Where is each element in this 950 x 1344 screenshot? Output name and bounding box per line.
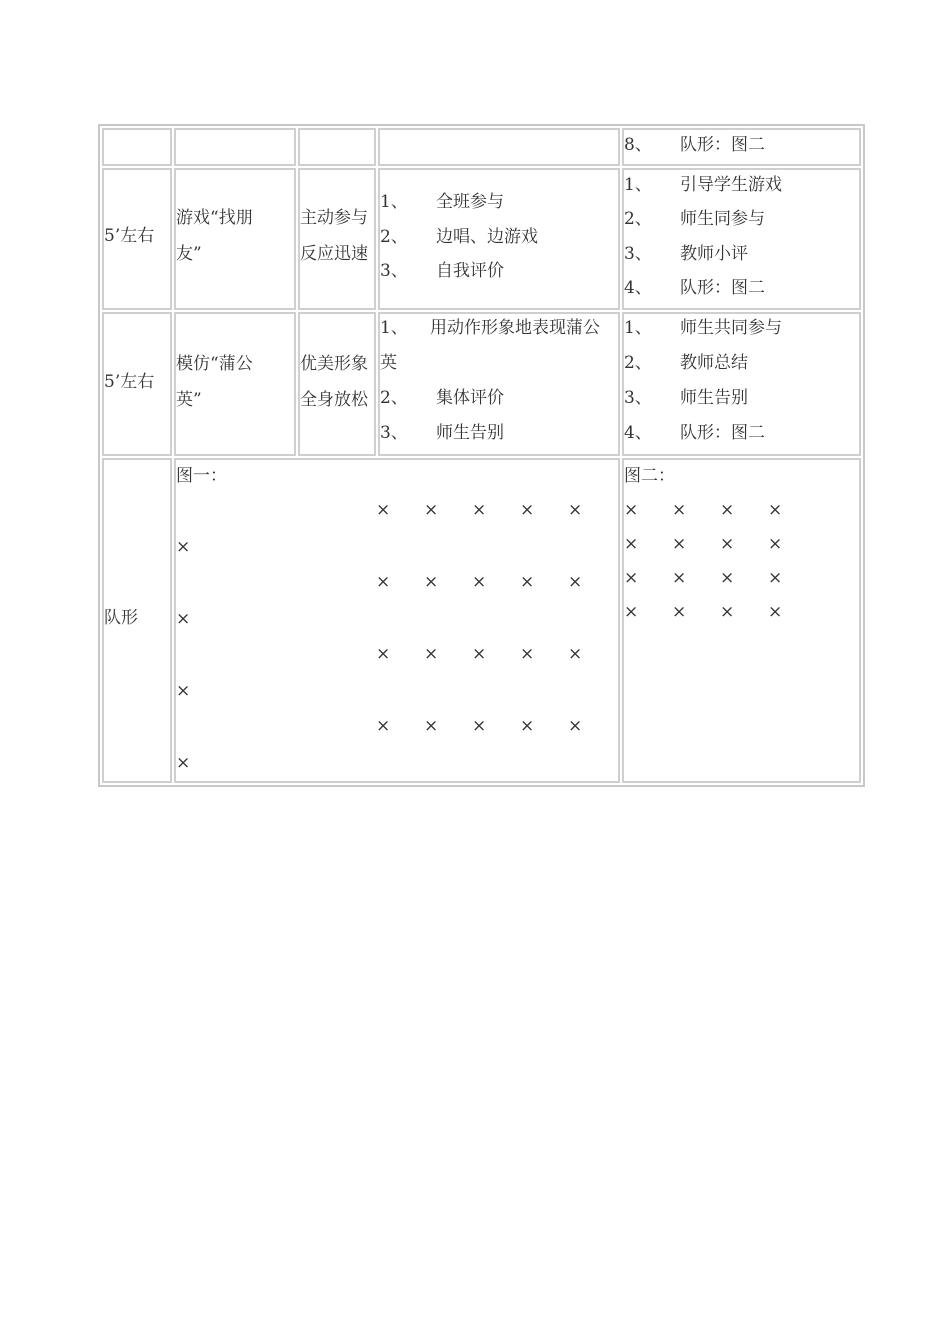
- row2-activity-line-1: 模仿“蒲公: [176, 354, 253, 374]
- row2-teacher-cell: [622, 312, 861, 456]
- fig1-student-mark: ×: [520, 572, 535, 592]
- row1-teacher-cell: [622, 168, 861, 310]
- row1-student-line-3: 3、 自我评价: [380, 261, 504, 281]
- fig1-teacher-mark: ×: [176, 609, 191, 629]
- lesson-plan-table: [98, 124, 865, 787]
- fig1-student-mark: ×: [472, 500, 487, 520]
- row0-goal-cell: [298, 128, 376, 166]
- row0-time-cell: [102, 128, 172, 166]
- fig1-student-mark: ×: [424, 572, 439, 592]
- fig2-mark: ×: [720, 534, 735, 554]
- row2-teacher-line-3: 3、 师生告别: [624, 388, 748, 408]
- fig2-mark: ×: [720, 500, 735, 520]
- fig2-mark: ×: [672, 534, 687, 554]
- row1-teacher-line-3: 3、 教师小评: [624, 244, 748, 264]
- fig1-student-mark: ×: [472, 716, 487, 736]
- formation-label-cell: [102, 458, 172, 783]
- row2-student-line-4: 3、 师生告别: [380, 423, 504, 443]
- row2-student-cell: [378, 312, 620, 456]
- row1-student-cell: [378, 168, 620, 310]
- fig2-mark: ×: [672, 602, 687, 622]
- row1-activity-line-1: 游戏“找朋: [176, 208, 253, 228]
- row2-time-cell: [102, 312, 172, 456]
- fig1-student-mark: ×: [376, 716, 391, 736]
- fig2-mark: ×: [768, 602, 783, 622]
- row2-activity-cell: [174, 312, 296, 456]
- fig1-student-mark: ×: [376, 644, 391, 664]
- row1-goal-line-1: 主动参与: [300, 208, 368, 228]
- fig2-mark: ×: [672, 500, 687, 520]
- fig2-mark: ×: [768, 568, 783, 588]
- formation-fig2-cell: [622, 458, 861, 783]
- fig1-label: 图一：: [176, 466, 227, 486]
- fig2-mark: ×: [720, 568, 735, 588]
- fig2-label: 图二：: [624, 466, 675, 486]
- fig1-student-mark: ×: [376, 572, 391, 592]
- row2-goal-cell: [298, 312, 376, 456]
- row2-teacher-line-4: 4、 队形：图二: [624, 423, 765, 443]
- fig1-student-mark: ×: [568, 500, 583, 520]
- row2-goal-line-1: 优美形象: [300, 354, 368, 374]
- row1-time: 5’左右: [104, 226, 155, 246]
- row2-student-line-3: 2、 集体评价: [380, 388, 504, 408]
- fig2-mark: ×: [624, 534, 639, 554]
- fig2-mark: ×: [672, 568, 687, 588]
- formation-fig1-cell: [174, 458, 620, 783]
- row2-teacher-line-2: 2、 教师总结: [624, 353, 748, 373]
- row1-activity-cell: [174, 168, 296, 310]
- fig2-mark: ×: [624, 568, 639, 588]
- row1-teacher-line-4: 4、 队形：图二: [624, 278, 765, 298]
- fig1-teacher-mark: ×: [176, 537, 191, 557]
- row1-time-cell: [102, 168, 172, 310]
- fig1-teacher-mark: ×: [176, 753, 191, 773]
- fig1-student-mark: ×: [520, 716, 535, 736]
- row0-student-cell: [378, 128, 620, 166]
- fig2-mark: ×: [768, 534, 783, 554]
- row1-goal-line-2: 反应迅速: [300, 244, 368, 264]
- fig1-student-mark: ×: [376, 500, 391, 520]
- row0-activity-cell: [174, 128, 296, 166]
- row1-teacher-line-2: 2、 师生同参与: [624, 209, 765, 229]
- fig1-student-mark: ×: [568, 644, 583, 664]
- fig1-student-mark: ×: [424, 716, 439, 736]
- row2-activity-line-2: 英”: [176, 390, 202, 410]
- row2-time: 5’左右: [104, 372, 155, 392]
- row2-student-line-1: 1、 用动作形象地表现蒲公: [380, 318, 600, 338]
- fig1-student-mark: ×: [568, 572, 583, 592]
- row1-activity-line-2: 友”: [176, 244, 202, 264]
- fig1-student-mark: ×: [520, 644, 535, 664]
- fig2-mark: ×: [624, 602, 639, 622]
- row2-student-line-2: 英: [380, 353, 397, 373]
- fig2-mark: ×: [720, 602, 735, 622]
- row2-teacher-line-1: 1、 师生共同参与: [624, 318, 782, 338]
- row1-goal-cell: [298, 168, 376, 310]
- fig1-student-mark: ×: [520, 500, 535, 520]
- row0-teacher-cell: [622, 128, 861, 166]
- fig1-student-mark: ×: [472, 644, 487, 664]
- fig2-mark: ×: [768, 500, 783, 520]
- row1-teacher-line-1: 1、 引导学生游戏: [624, 175, 782, 195]
- fig1-student-mark: ×: [424, 500, 439, 520]
- fig2-mark: ×: [624, 500, 639, 520]
- fig1-teacher-mark: ×: [176, 681, 191, 701]
- row1-student-line-2: 2、 边唱、边游戏: [380, 227, 538, 247]
- formation-label: 队形: [104, 608, 138, 628]
- row1-student-line-1: 1、 全班参与: [380, 192, 504, 212]
- row2-goal-line-2: 全身放松: [300, 390, 368, 410]
- row0-teacher-line-1: 8、 队形：图二: [624, 135, 765, 155]
- fig1-student-mark: ×: [472, 572, 487, 592]
- fig1-student-mark: ×: [424, 644, 439, 664]
- fig1-student-mark: ×: [568, 716, 583, 736]
